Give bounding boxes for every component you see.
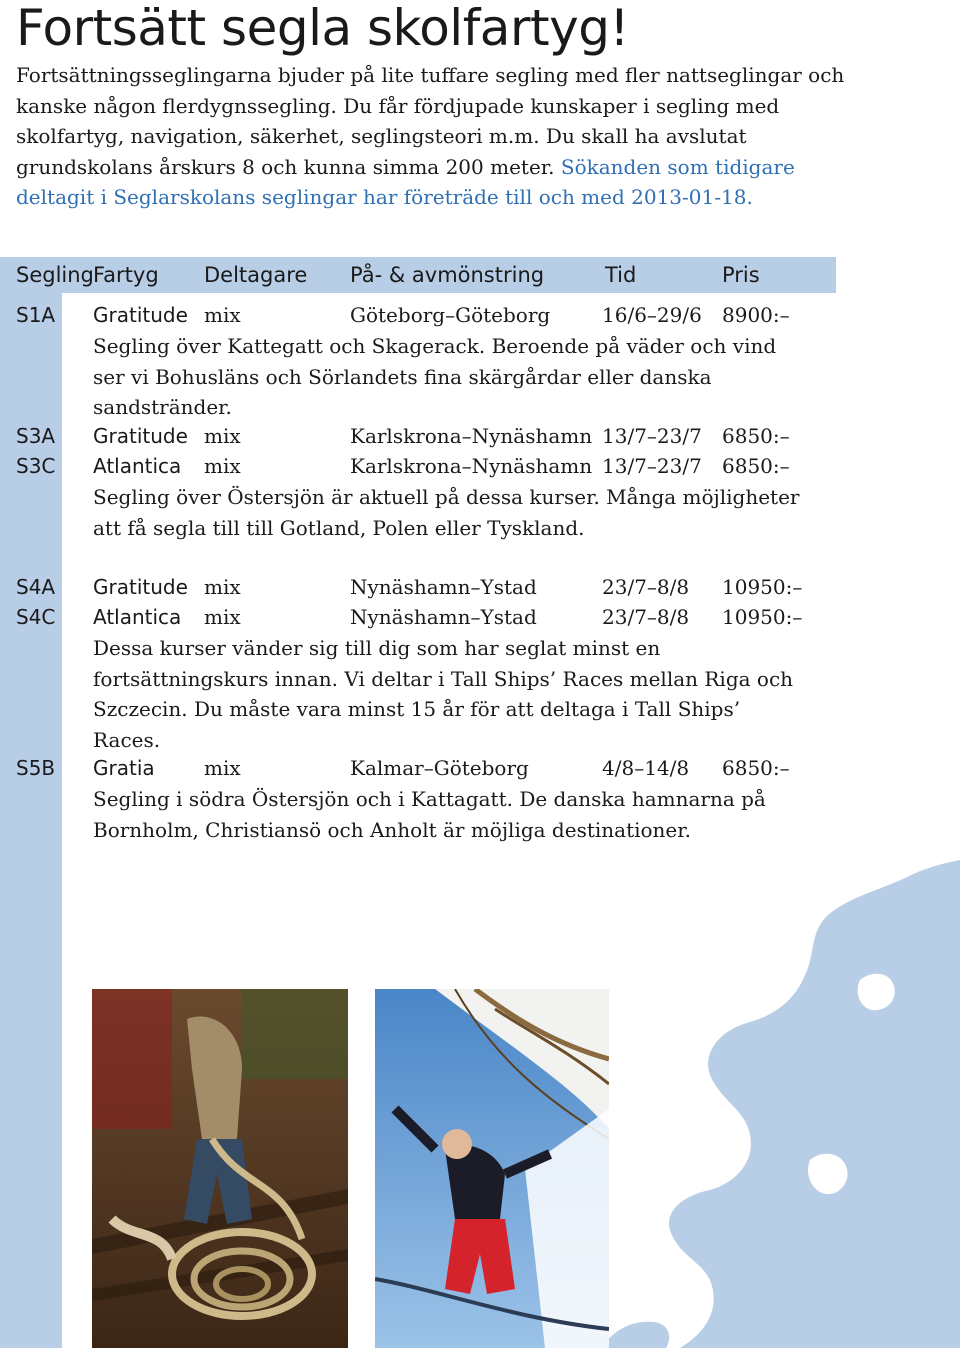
scandinavia-map: [560, 860, 960, 1348]
photo-rope-handling: [92, 989, 348, 1348]
row-route: Kalmar–Göteborg: [350, 756, 529, 780]
header-tid: Tid: [605, 263, 637, 287]
row-dates: 13/7–23/7: [602, 454, 702, 478]
row-price: 10950:–: [722, 605, 803, 629]
table-row: [0, 421, 960, 451]
row-price: 6850:–: [722, 454, 790, 478]
row-participants: mix: [204, 303, 241, 327]
table-row: [0, 572, 960, 602]
row-route: Göteborg–Göteborg: [350, 303, 551, 327]
table-row: [0, 753, 960, 783]
header-pris: Pris: [722, 263, 760, 287]
header-fartyg: Fartyg: [93, 263, 159, 287]
intro-priority-text: Sökanden som tidigare deltagit i Seglarskolans seglingar har företräde till och med 2013-01-18.: [16, 154, 795, 209]
header-pa-avmonstring: På- & avmönstring: [350, 263, 545, 287]
row-price: 10950:–: [722, 575, 803, 599]
row-route: Nynäshamn–Ystad: [350, 575, 537, 599]
map-land-south: [600, 1322, 669, 1348]
row-price: 8900:–: [722, 303, 790, 327]
table-row: [0, 451, 960, 481]
row-participants: mix: [204, 605, 241, 629]
row-description: Segling över Kattegatt och Skagerack. Beroende på väder och vind ser vi Bohusläns och Sörlandets fina skärgårdar eller danska sandstränder.: [93, 334, 777, 419]
row-code: S3A: [16, 424, 56, 448]
row-dates: 16/6–29/6: [602, 303, 702, 327]
row-ship: Atlantica: [93, 605, 182, 629]
row-dates: 13/7–23/7: [602, 424, 702, 448]
row-ship: Gratitude: [93, 575, 188, 599]
page-title: Fortsätt segla skolfartyg!: [16, 0, 629, 57]
row-dates: 23/7–8/8: [602, 605, 690, 629]
table-row: [0, 602, 960, 632]
intro-text: Fortsättningsseglingarna bjuder på lite tuffare segling med fler nattseglingar och kanske någon flerdygnssegling. Du får fördjupade kunskaper i segling med skolfartyg, navigation, säkerhet, seglingsteori m.m. Du skall ha avslutat grundskolans årskurs 8 och kunna simma 200 meter.: [16, 63, 845, 179]
row-description: Segling över Östersjön är aktuell på dessa kurser. Många möjligheter att få segla till till Gotland, Polen eller Tyskland.: [93, 485, 800, 540]
row-ship: Atlantica: [93, 454, 182, 478]
row-price: 6850:–: [722, 424, 790, 448]
row-description: Dessa kurser vänder sig till dig som har seglat minst en fortsättningskurs innan. Vi deltar i Tall Ships’ Races mellan Riga och Szczecin. Du måste vara minst 15 år för att deltaga i Tall Ships’ Races.: [93, 636, 794, 752]
row-ship: Gratitude: [93, 424, 188, 448]
row-dates: 4/8–14/8: [602, 756, 690, 780]
row-route: Karlskrona–Nynäshamn: [350, 424, 593, 448]
row-dates: 23/7–8/8: [602, 575, 690, 599]
row-participants: mix: [204, 424, 241, 448]
header-deltagare: Deltagare: [204, 263, 308, 287]
photo-rigging-climb: [375, 989, 609, 1348]
row-route: Nynäshamn–Ystad: [350, 605, 537, 629]
row-participants: mix: [204, 454, 241, 478]
table-row: [0, 300, 960, 330]
row-participants: mix: [204, 756, 241, 780]
map-land: [669, 860, 960, 1348]
row-price: 6850:–: [722, 756, 790, 780]
row-route: Karlskrona–Nynäshamn: [350, 454, 593, 478]
row-code: S1A: [16, 303, 56, 327]
row-code: S5B: [16, 756, 56, 780]
row-ship: Gratitude: [93, 303, 188, 327]
row-ship: Gratia: [93, 756, 155, 780]
row-code: S4C: [16, 605, 56, 629]
intro-paragraph: [16, 60, 876, 213]
header-segling: Segling: [16, 263, 94, 287]
row-participants: mix: [204, 575, 241, 599]
row-code: S3C: [16, 454, 56, 478]
row-code: S4A: [16, 575, 56, 599]
row-description: Segling i södra Östersjön och i Kattagatt. De danska hamnarna på Bornholm, Christiansö och Anholt är möjliga destinationer.: [93, 787, 766, 842]
